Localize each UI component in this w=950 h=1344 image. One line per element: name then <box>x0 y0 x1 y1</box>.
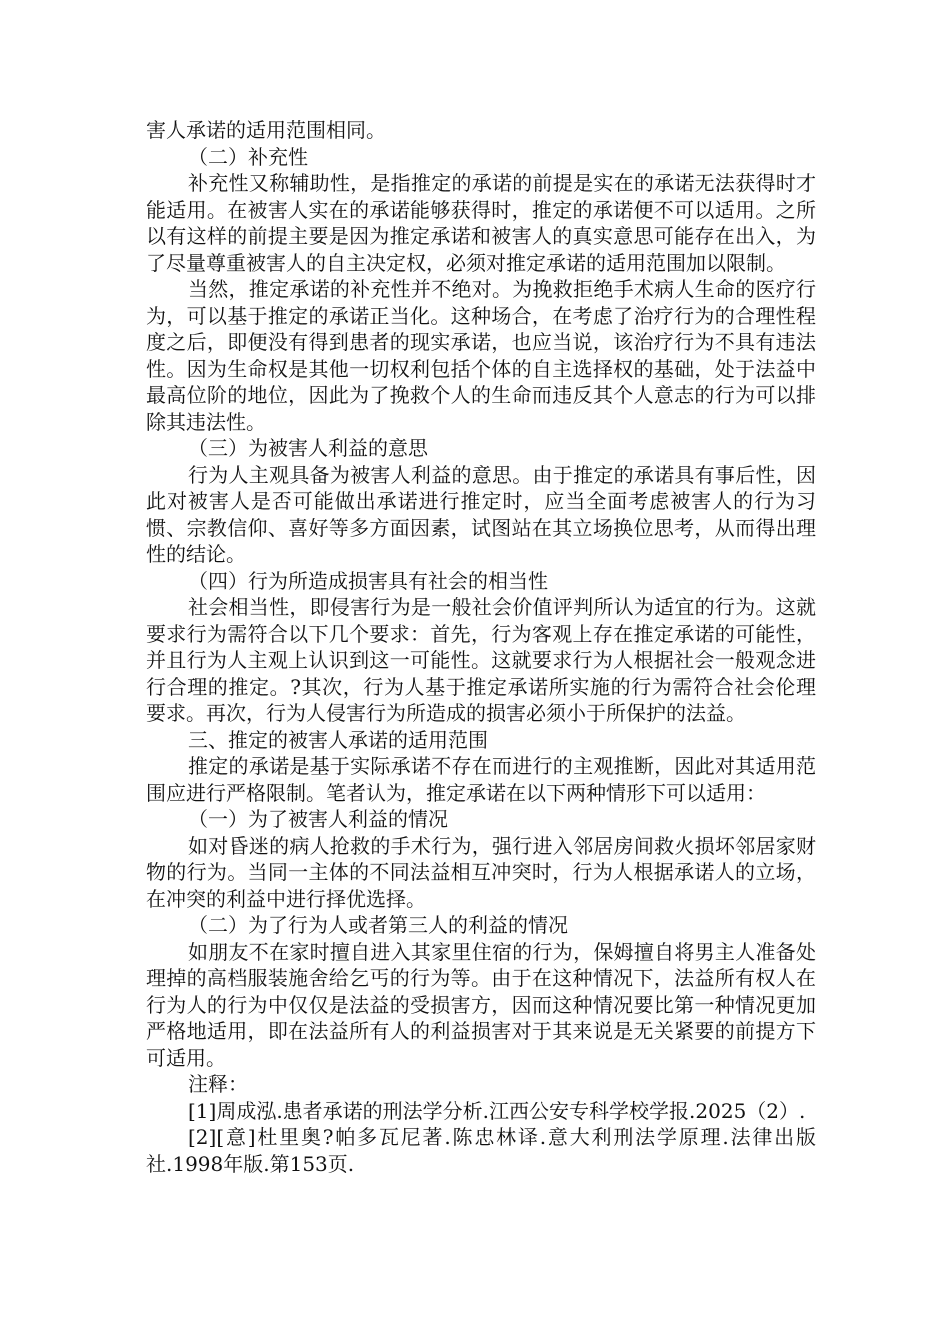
paragraph-victim-interest: 行为人主观具备为被害人利益的意思。由于推定的承诺具有事后性，因此对被害人是否可能做出承诺进行推定时，应当全面考虑被害人的行为习惯、宗教信仰、喜好等多方面因素，试图站在其立场换位思考，从而得出理性的结论。 <box>146 462 816 566</box>
paragraph-supplementary-exception: 当然，推定承诺的补充性并不绝对。为挽救拒绝手术病人生命的医疗行为，可以基于推定的承诺正当化。这种场合，在考虑了治疗行为的合理性程度之后，即便没有得到患者的现实承诺，也应当说，该治疗行为不具有违法性。因为生命权是其他一切权利包括个体的自主选择权的基础，处于法益中最高位阶的地位，因此为了挽救个人的生命而违反其个人意志的行为可以排除其违法性。 <box>146 277 816 434</box>
subsection-heading-victim-benefit: （一）为了被害人利益的情况 <box>188 807 448 831</box>
section-heading-scope: 三、推定的被害人承诺的适用范围 <box>188 727 488 752</box>
section-heading-supplementary: （二）补充性 <box>188 144 308 169</box>
paragraph-victim-benefit: 如对昏迷的病人抢救的手术行为，强行进入邻居房间救火损坏邻居家财物的行为。当同一主体的不同法益相互冲突时，行为人根据承诺人的立场，在冲突的利益中进行择优选择。 <box>146 833 816 911</box>
paragraph-third-party-benefit: 如朋友不在家时擅自进入其家里住宿的行为，保姆擅自将男主人准备处理掉的高档服装施舍给乞丐的行为等。由于在这种情况下，法益所有权人在行为人的行为中仅仅是法益的受损害方，因而这种情况要比第一种情况更加严格地适用，即在法益所有人的利益损害对于其来说是无关紧要的前提方下可适用。 <box>146 939 816 1070</box>
paragraph-social-adequacy: 社会相当性，即侵害行为是一般社会价值评判所认为适宜的行为。这就要求行为需符合以下几个要求：首先，行为客观上存在推定承诺的可能性，并且行为人主观上认识到这一可能性。这就要求行为人根据社会一般观念进行合理的推定。?其次，行为人基于推定承诺所实施的行为需符合社会伦理要求。再次，行为人侵害行为所造成的损害必须小于所保护的法益。 <box>146 595 816 725</box>
section-heading-victim-interest: （三）为被害人利益的意思 <box>188 436 428 460</box>
footnote-2: [2][意]杜里奥?帕多瓦尼著.陈忠林译.意大利刑法学原理.法律出版社.1998年版.第153页. <box>146 1125 816 1176</box>
paragraph-continuation: 害人承诺的适用范围相同。 <box>146 118 386 142</box>
subsection-heading-third-party-benefit: （二）为了行为人或者第三人的利益的情况 <box>188 913 568 937</box>
document-body <box>146 117 816 1177</box>
notes-heading: 注释： <box>188 1072 248 1096</box>
paragraph-scope-intro: 推定的承诺是基于实际承诺不存在而进行的主观推断，因此对其适用范围应进行严格限制。笔者认为，推定承诺在以下两种情形下可以适用： <box>146 754 816 805</box>
footnote-1: [1]周成泓.患者承诺的刑法学分析.江西公安专科学校学报.2025（2）. <box>188 1098 806 1123</box>
section-heading-social-adequacy: （四）行为所造成损害具有社会的相当性 <box>188 568 548 593</box>
paragraph-supplementary-definition: 补充性又称辅助性，是指推定的承诺的前提是实在的承诺无法获得时才能适用。在被害人实在的承诺能够获得时，推定的承诺便不可以适用。之所以有这样的前提主要是因为推定承诺和被害人的真实意思可能存在出入，为了尽量尊重被害人的自主决定权，必须对推定承诺的适用范围加以限制。 <box>146 171 816 275</box>
